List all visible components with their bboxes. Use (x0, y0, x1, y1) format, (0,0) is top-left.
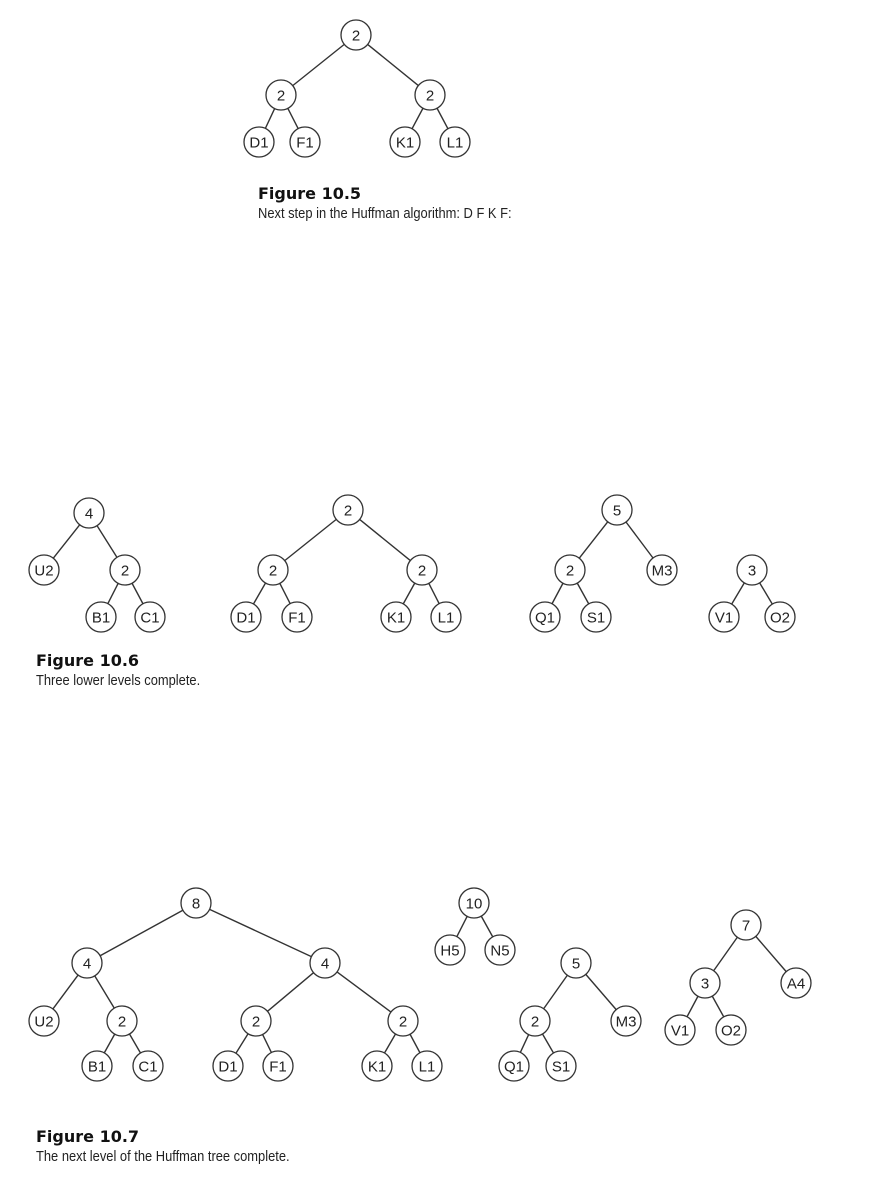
figure-caption-text: Next step in the Huffman algorithm: D F K F: (258, 205, 512, 222)
node-label: 10 (465, 895, 483, 913)
node-label: 2 (251, 1013, 261, 1031)
node-label: 2 (398, 1013, 408, 1031)
node-label: K1 (367, 1058, 387, 1076)
tree-node (709, 602, 739, 632)
tree-edge (544, 975, 568, 1009)
tree-edge (481, 916, 492, 937)
node-label: 2 (351, 27, 361, 45)
node-label: U2 (34, 562, 54, 580)
tree-node (581, 602, 611, 632)
tree-edge (53, 525, 79, 558)
tree-edge (95, 976, 115, 1008)
node-label: B1 (91, 609, 111, 627)
tree-edge (626, 522, 653, 558)
node-label: D1 (249, 134, 269, 152)
tree-node (241, 1006, 271, 1036)
node-label: L1 (437, 609, 455, 627)
tree-edge (265, 109, 274, 129)
tree-edge (288, 108, 298, 128)
tree-node (602, 495, 632, 525)
node-label: 5 (612, 502, 622, 520)
node-label: U2 (34, 1013, 54, 1031)
nodes-layer (29, 20, 811, 1081)
tree-node (213, 1051, 243, 1081)
node-label: 4 (84, 505, 94, 523)
tree-edge (108, 583, 118, 603)
tree-node (231, 602, 261, 632)
node-label: N5 (490, 942, 510, 960)
node-label: 2 (425, 87, 435, 105)
tree-edge (714, 937, 738, 971)
node-label: O2 (720, 1022, 742, 1040)
node-label: F1 (269, 1058, 287, 1076)
node-label: 2 (530, 1013, 540, 1031)
tree-edge (337, 972, 391, 1012)
tree-edge (760, 583, 773, 604)
tree-node (266, 80, 296, 110)
tree-node (407, 555, 437, 585)
tree-edge (97, 526, 117, 558)
node-label: 2 (120, 562, 130, 580)
tree-edge (385, 1034, 396, 1053)
tree-edge (360, 519, 411, 560)
node-label: 7 (741, 917, 751, 935)
node-label: D1 (218, 1058, 238, 1076)
tree-node (459, 888, 489, 918)
tree-node (737, 555, 767, 585)
node-label: F1 (288, 609, 306, 627)
tree-node (431, 602, 461, 632)
tree-node (181, 888, 211, 918)
tree-edge (293, 44, 345, 85)
tree-node (110, 555, 140, 585)
tree-edge (403, 583, 414, 604)
node-label: 2 (417, 562, 427, 580)
tree-edge (53, 975, 78, 1009)
tree-node (333, 495, 363, 525)
figure-10-7-caption (36, 1127, 331, 1167)
tree-edge (579, 522, 608, 558)
tree-edge (457, 916, 467, 936)
tree-node (485, 935, 515, 965)
tree-edge (132, 583, 143, 604)
tree-edge (104, 1034, 114, 1053)
node-label: 2 (268, 562, 278, 580)
node-label: 8 (191, 895, 201, 913)
tree-node (647, 555, 677, 585)
tree-node (390, 127, 420, 157)
tree-edge (577, 583, 588, 604)
node-label: 2 (343, 502, 353, 520)
tree-edge (410, 1034, 420, 1053)
node-label: 3 (700, 975, 710, 993)
tree-node (282, 602, 312, 632)
tree-node (29, 1006, 59, 1036)
node-label: L1 (418, 1058, 436, 1076)
tree-node (665, 1015, 695, 1045)
node-label: S1 (551, 1058, 571, 1076)
tree-node (74, 498, 104, 528)
tree-edge (130, 1034, 141, 1053)
tree-edge (429, 583, 439, 603)
figure-title: Figure 10.5 (258, 184, 362, 203)
tree-node (290, 127, 320, 157)
node-label: F1 (296, 134, 314, 152)
figure-caption-text: Three lower levels complete. (36, 672, 201, 689)
node-label: 2 (565, 562, 575, 580)
tree-node (499, 1051, 529, 1081)
tree-node (765, 602, 795, 632)
tree-node (244, 127, 274, 157)
node-label: K1 (386, 609, 406, 627)
tree-node (435, 935, 465, 965)
node-label: M3 (651, 562, 673, 580)
tree-node (561, 948, 591, 978)
node-label: A4 (786, 975, 806, 993)
tree-edge (263, 1034, 272, 1052)
tree-node (388, 1006, 418, 1036)
tree-edge (285, 519, 337, 560)
tree-node (555, 555, 585, 585)
tree-edge (543, 1034, 554, 1053)
node-label: V1 (670, 1022, 690, 1040)
tree-node (546, 1051, 576, 1081)
tree-edge (756, 936, 786, 971)
figure-10-6-caption (36, 651, 227, 691)
figure-caption-text: The next level of the Huffman tree complete. (36, 1148, 290, 1165)
tree-node (530, 602, 560, 632)
node-label: H5 (440, 942, 460, 960)
figure-title: Figure 10.6 (36, 651, 140, 670)
node-label: V1 (714, 609, 734, 627)
node-label: 5 (571, 955, 581, 973)
tree-node (133, 1051, 163, 1081)
tree-node (440, 127, 470, 157)
tree-node (415, 80, 445, 110)
tree-node (611, 1006, 641, 1036)
tree-node (716, 1015, 746, 1045)
tree-node (258, 555, 288, 585)
tree-edge (236, 1034, 248, 1054)
tree-edge (412, 108, 423, 129)
figure-title: Figure 10.7 (36, 1127, 140, 1146)
node-label: B1 (87, 1058, 107, 1076)
node-label: 3 (747, 562, 757, 580)
tree-node (690, 968, 720, 998)
tree-node (72, 948, 102, 978)
tree-node (341, 20, 371, 50)
tree-node (82, 1051, 112, 1081)
node-label: O2 (769, 609, 791, 627)
tree-node (310, 948, 340, 978)
node-label: K1 (395, 134, 415, 152)
tree-edge (210, 909, 312, 956)
tree-node (263, 1051, 293, 1081)
tree-node (520, 1006, 550, 1036)
tree-node (86, 602, 116, 632)
tree-edge (253, 583, 265, 604)
tree-edge (552, 583, 563, 604)
tree-edge (267, 973, 313, 1012)
tree-edge (712, 996, 723, 1017)
node-label: L1 (446, 134, 464, 152)
node-label: Q1 (503, 1058, 525, 1076)
tree-node (731, 910, 761, 940)
tree-edge (437, 108, 448, 129)
tree-edge (100, 910, 183, 956)
node-label: 2 (276, 87, 286, 105)
tree-edge (586, 974, 616, 1009)
tree-node (412, 1051, 442, 1081)
figure-10-5-caption (258, 184, 553, 224)
tree-node (107, 1006, 137, 1036)
tree-node (362, 1051, 392, 1081)
node-label: C1 (138, 1058, 158, 1076)
node-label: Q1 (534, 609, 556, 627)
node-label: S1 (586, 609, 606, 627)
tree-edge (368, 44, 419, 85)
node-label: D1 (236, 609, 256, 627)
node-label: 4 (82, 955, 92, 973)
tree-edge (520, 1035, 528, 1053)
tree-node (781, 968, 811, 998)
tree-node (135, 602, 165, 632)
node-label: 4 (320, 955, 330, 973)
tree-node (381, 602, 411, 632)
tree-node (29, 555, 59, 585)
node-label: M3 (615, 1013, 637, 1031)
tree-edge (732, 583, 745, 604)
node-label: C1 (140, 609, 160, 627)
tree-edge (687, 996, 698, 1017)
node-label: 2 (117, 1013, 127, 1031)
tree-edge (280, 583, 290, 603)
